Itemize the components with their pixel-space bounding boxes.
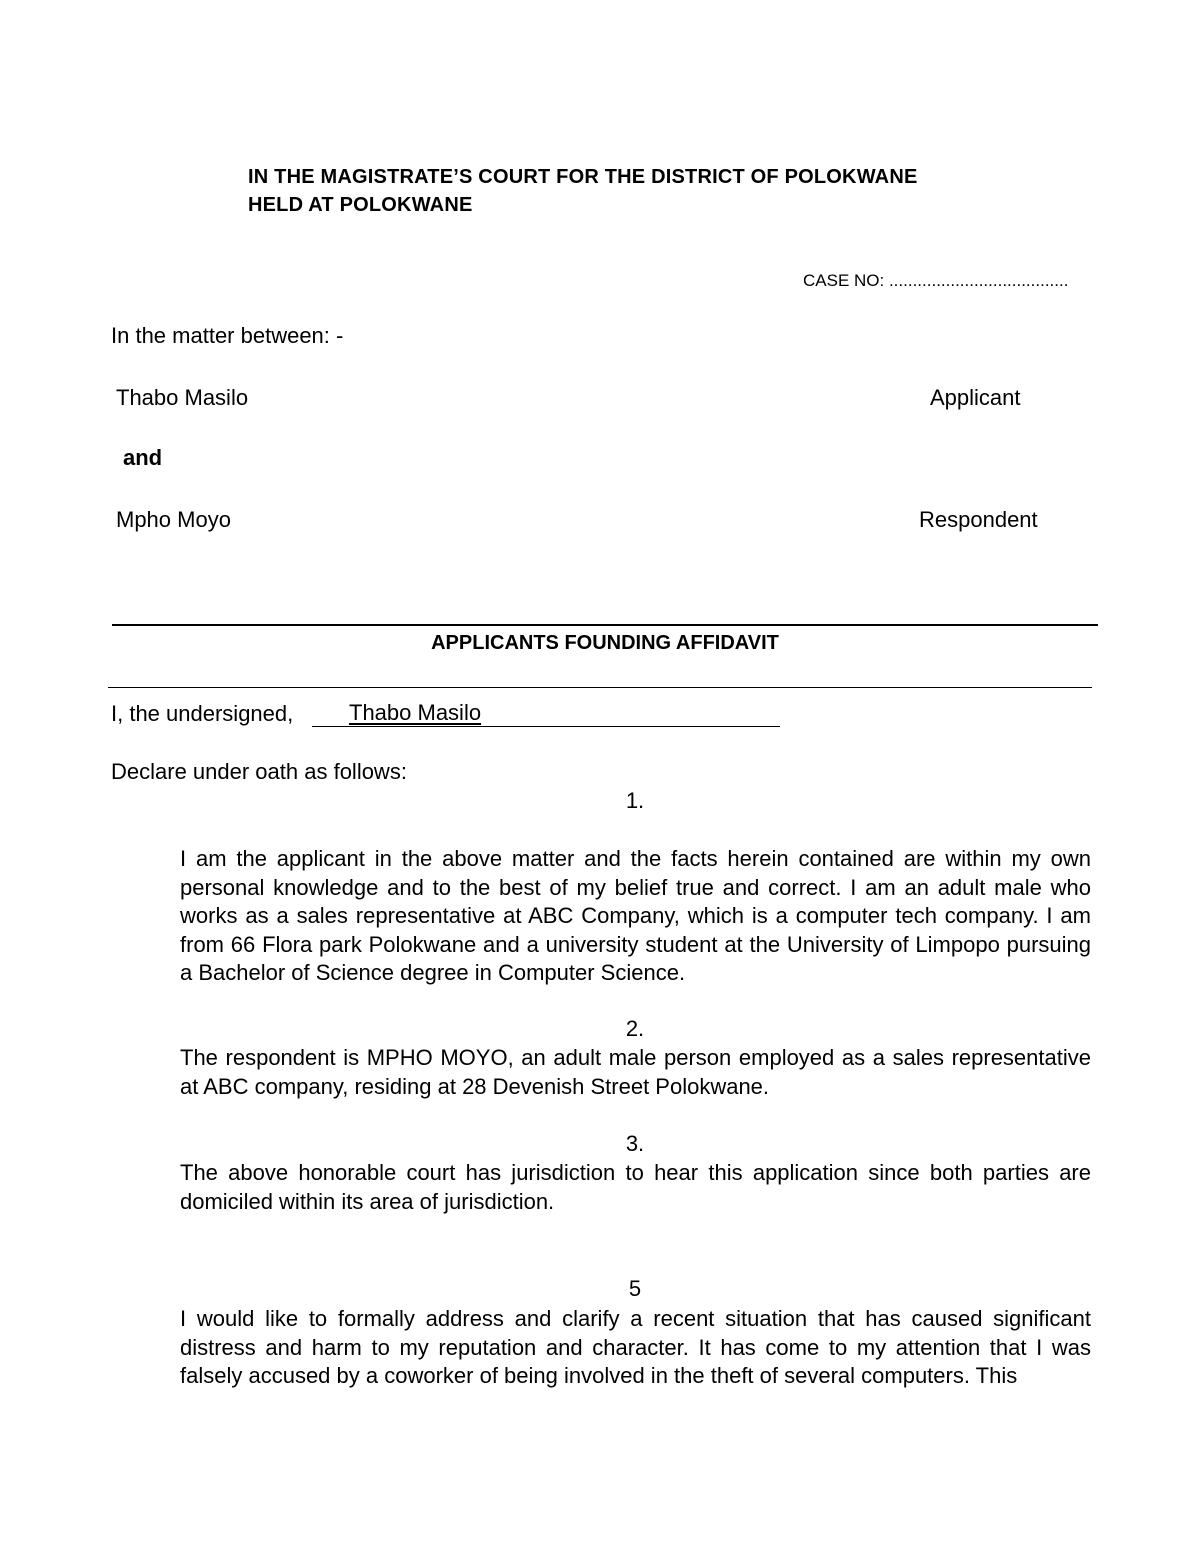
declaration-line: Declare under oath as follows: <box>111 759 407 784</box>
court-location: HELD AT POLOKWANE <box>248 194 473 216</box>
paragraph-number: 1. <box>625 788 645 813</box>
affidavit-title: APPLICANTS FOUNDING AFFIDAVIT <box>431 632 779 654</box>
paragraph-text: The above honorable court has jurisdiction to hear this application since both parties are domiciled within its area of jurisdiction. <box>180 1160 1091 1214</box>
paragraph-text: I would like to formally address and clarify a recent situation that has caused significant distress and harm to my reputation and character. It has come to my attention that I was falsely accused by a coworker of being involved in the theft of several computers. This <box>180 1306 1091 1388</box>
title-bottom-rule <box>108 687 1092 688</box>
court-heading: IN THE MAGISTRATE’S COURT FOR THE DISTRICT OF POLOKWANE <box>248 166 918 188</box>
undersigned-name: Thabo Masilo <box>349 700 482 725</box>
parties-conjunction: and <box>123 445 163 470</box>
applicant-role: Applicant <box>930 385 1021 410</box>
undersigned-name-line <box>312 700 780 727</box>
case-number-field: CASE NO: ...................................... <box>803 271 1069 290</box>
paragraph-text: The respondent is MPHO MOYO, an adult male person employed as a sales representative at ABC company, residing at 28 Devenish Street Polokwane. <box>180 1045 1091 1099</box>
paragraph-number: 2. <box>625 1016 645 1041</box>
paragraph-text: I am the applicant in the above matter and the facts herein contained are within my own personal knowledge and to the best of my belief true and correct. I am an adult male who works as a sales representative at ABC Company, which is a computer tech company. I am from 66 Flora park Polokwane and a university student at the University of Limpopo pursuing a Bachelor of Science degree in Computer Science. <box>180 846 1091 985</box>
respondent-name: Mpho Moyo <box>116 507 231 532</box>
undersigned-label: I, the undersigned, <box>111 701 294 726</box>
paragraph-number: 3. <box>625 1131 645 1156</box>
parties-intro: In the matter between: - <box>111 323 344 348</box>
title-top-rule <box>112 624 1098 626</box>
applicant-name: Thabo Masilo <box>116 385 249 410</box>
respondent-role: Respondent <box>919 507 1038 532</box>
paragraph-number: 5 <box>628 1276 642 1301</box>
